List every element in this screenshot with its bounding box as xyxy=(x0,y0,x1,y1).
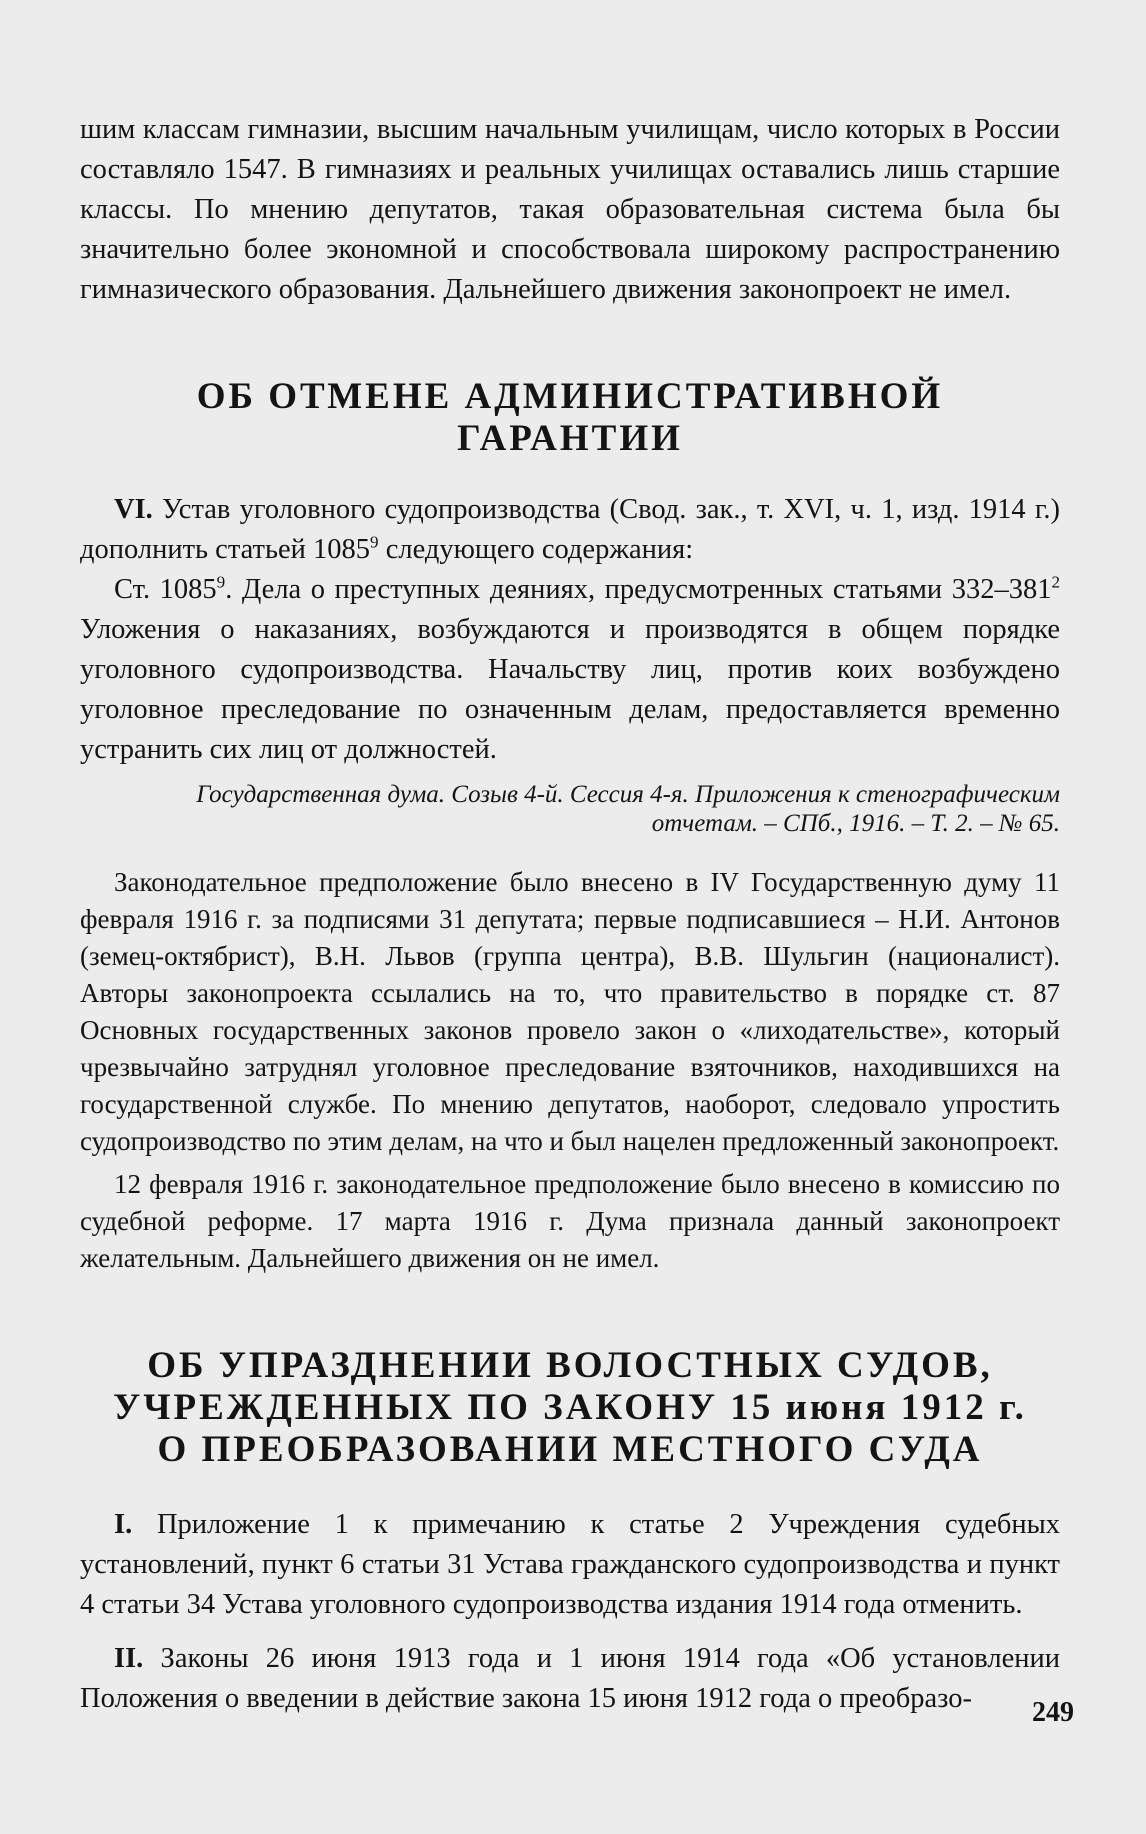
clause-text: Приложение 1 к примечанию к статье 2 Учреждения судебных установлений, пункт 6 статьи 31 Устава гражданского судопроизводства и пункт 4 статьи 34 Устава уголовного судопроизводства издания 1914 года отменить. xyxy=(80,1509,1060,1620)
commentary-paragraph: 12 февраля 1916 г. законодательное предположение было внесено в комиссию по судебной реформе. 17 марта 1916 г. Дума признала данный законопроект желательным. Дальнейшего движения он не имел. xyxy=(80,1169,1060,1273)
superscript: 2 xyxy=(1051,572,1060,592)
superscript: 9 xyxy=(370,532,379,552)
article-text: Уложения о наказаниях, возбуждаются и производятся в общем порядке уголовного судопроизводства. Начальству лиц, против коих возбуждено уголовное преследование по означенным делам, предоставляется временно устранить сих лиц от должностей. xyxy=(80,614,1060,765)
clause-number: VI. xyxy=(114,494,153,525)
intro-paragraph: шим классам гимназии, высшим начальным училищам, число которых в России составляло 1547. В гимназиях и реальных училищах оставались лишь старшие классы. По мнению депутатов, такая образовательная система была бы значительно более экономной и способствовала широкому распространению гимназического образования. Дальнейшего движения законопроект не имел. xyxy=(80,114,1060,305)
section-heading-administrative-guarantee xyxy=(80,376,1060,460)
article-text: . Дела о преступных деяниях, предусмотренных статьями 332–381 xyxy=(225,574,1052,605)
citation-line: Государственная дума. Созыв 4-й. Сессия 4-я. Приложения к стенографическим xyxy=(196,781,1060,808)
section-heading-line: УЧРЕЖДЕННЫХ ПО ЗАКОНУ 15 июня 1912 г. xyxy=(113,1387,1027,1428)
source-citation xyxy=(80,780,1060,838)
section-heading-volost-courts xyxy=(80,1345,1060,1471)
section-heading-line: ОБ ОТМЕНЕ АДМИНИСТРАТИВНОЙ ГАРАНТИИ xyxy=(196,376,944,459)
citation-line: отчетам. – СПб., 1916. – Т. 2. – № 65. xyxy=(651,810,1060,837)
clause-i xyxy=(80,1505,1060,1625)
page-content xyxy=(80,110,1060,1719)
superscript: 9 xyxy=(216,572,226,592)
page-number: 249 xyxy=(1032,1697,1074,1728)
section-heading-line: О ПРЕОБРАЗОВАНИИ МЕСТНОГО СУДА xyxy=(157,1429,983,1470)
commentary-paragraph: Законодательное предположение было внесено в IV Государственную думу 11 февраля 1916 г. за подписями 31 депутата; первые подписавшиеся – Н.И. Антонов (земец-октябрист), В.Н. Львов (группа центра), В.В. Шульгин (националист). Авторы законопроекта ссылались на то, что правительство в порядке ст. 87 Основных государственных законов провело закон о «лиходательстве», который чрезвычайно затруднял уголовное преследование взяточников, находившихся на государственной службе. По мнению депутатов, наоборот, следовало упростить судопроизводство по этим делам, на что и был нацелен предложенный законопроект. xyxy=(80,867,1060,1156)
section-heading-line: ОБ УПРАЗДНЕНИИ ВОЛОСТНЫХ СУДОВ, xyxy=(147,1345,993,1386)
clause-text: следующего содержания: xyxy=(378,534,694,565)
clause-text: Устав уголовного судопроизводства (Свод. зак., т. XVI, ч. 1, изд. 1914 г.) дополнить статьей 1085 xyxy=(80,494,1060,565)
clause-number: I. xyxy=(114,1509,133,1540)
article-text: Ст. 1085 xyxy=(114,574,217,605)
clause-ii xyxy=(80,1639,1060,1719)
clause-text: Законы 26 июня 1913 года и 1 июня 1914 года «Об установлении Положения о введении в действие закона 15 июня 1912 года о преобразо- xyxy=(80,1643,1060,1714)
clause-number: II. xyxy=(114,1643,144,1674)
article-1085-9 xyxy=(80,570,1060,770)
clause-vi xyxy=(80,490,1060,570)
